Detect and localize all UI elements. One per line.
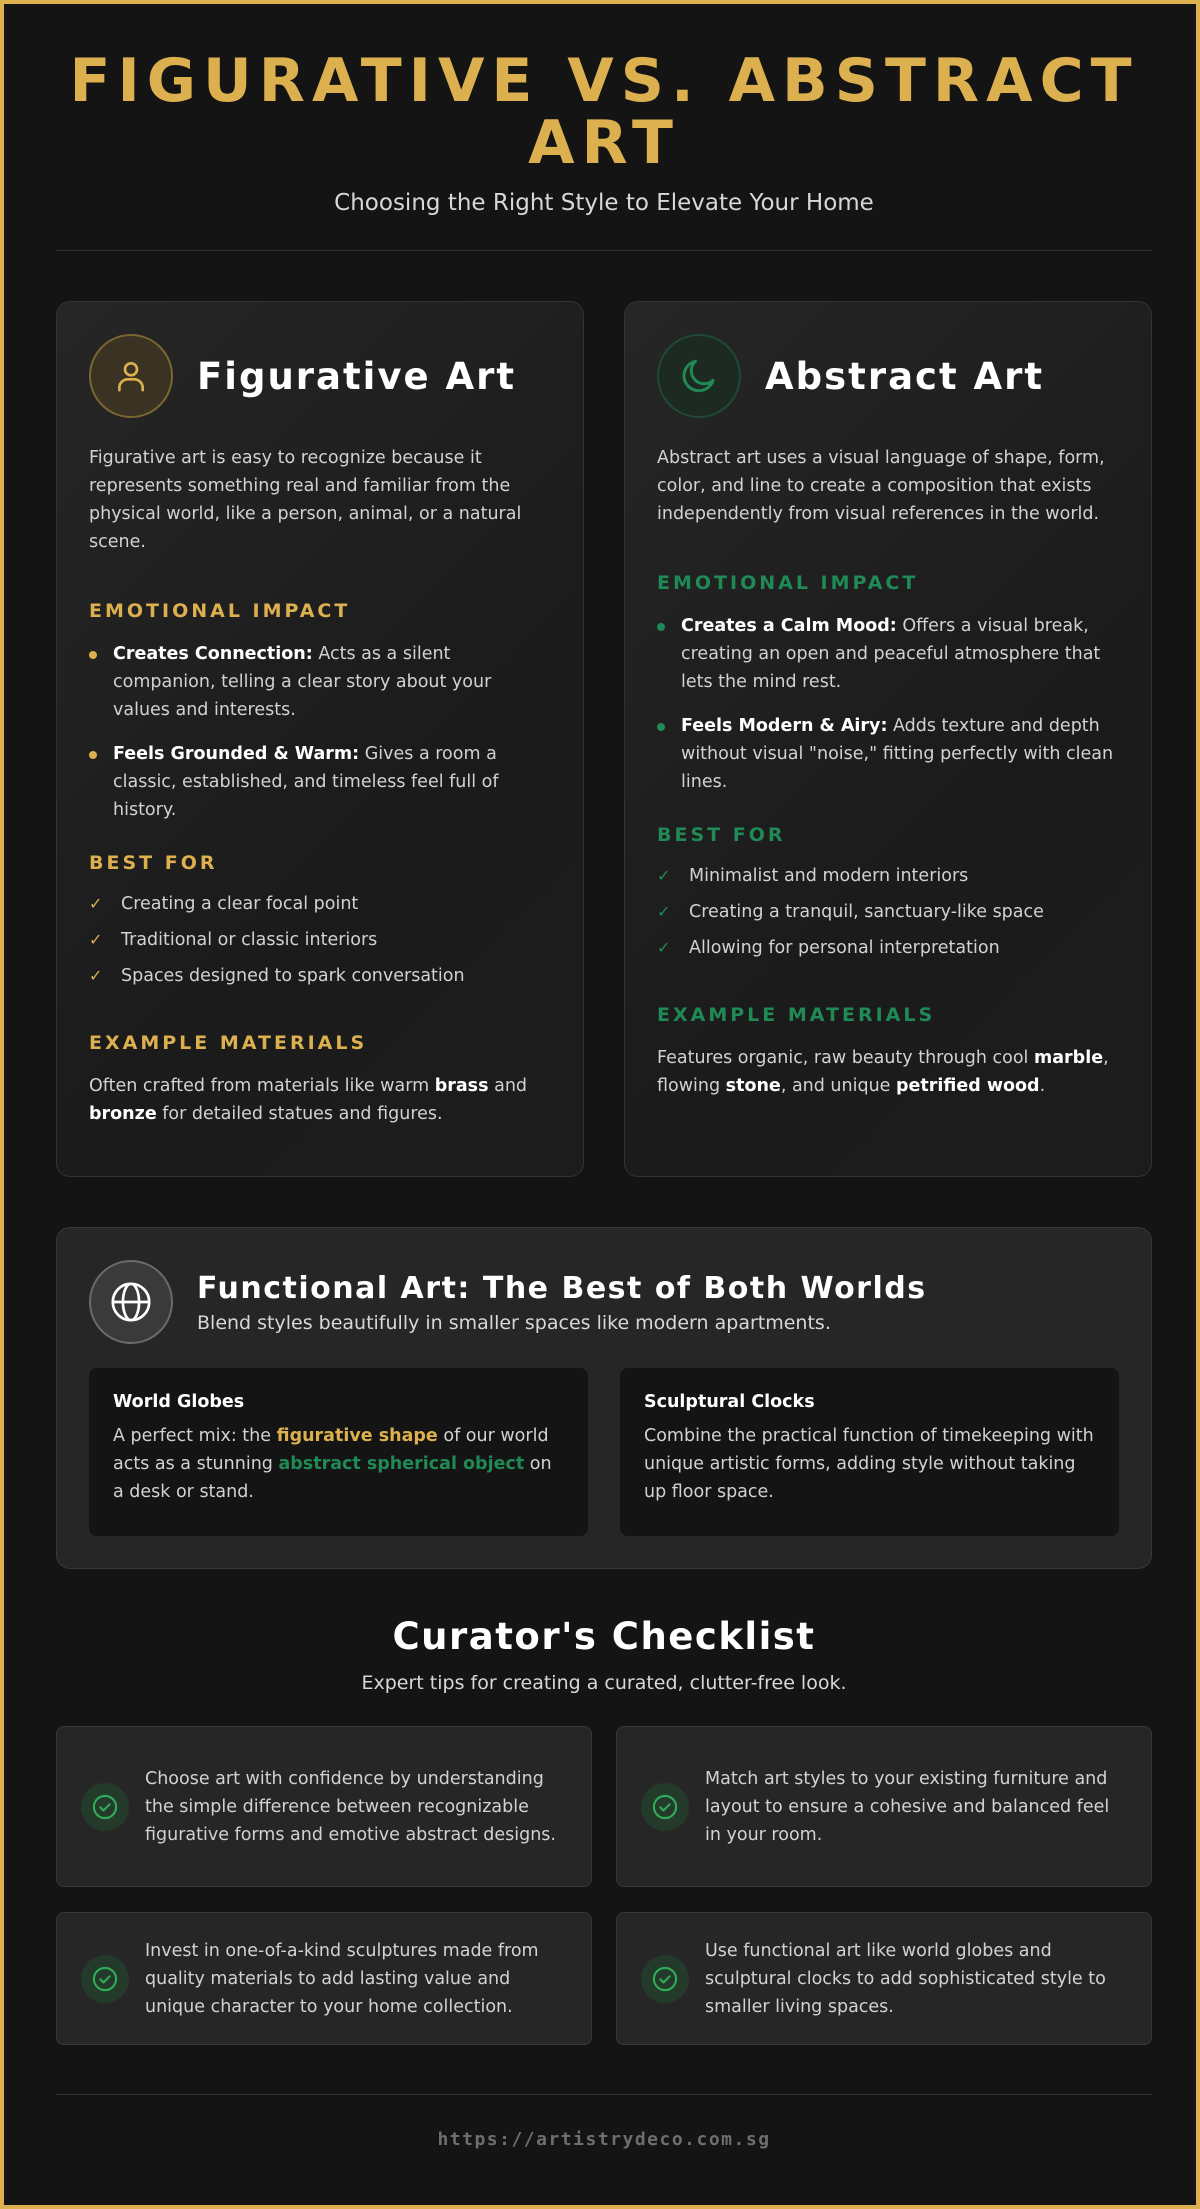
figurative-materials-heading: EXAMPLE MATERIALS	[89, 1032, 368, 1054]
abstract-materials: Features organic, raw beauty through cool marble, flowing stone, and unique petrified wood.	[657, 1048, 1109, 1096]
impact-text: Adds texture and depth without visual "noise," fitting perfectly with clean lines.	[681, 716, 1114, 792]
functional-art-header	[89, 1260, 1119, 1344]
impact-label: Creates a Calm Mood:	[681, 616, 897, 636]
list-item	[89, 640, 551, 724]
list-item: ✓ Spaces designed to spark conversation	[89, 962, 551, 990]
impact-label: Creates Connection:	[113, 644, 313, 664]
impact-text: Gives a room a classic, established, and timeless feel full of history.	[113, 744, 499, 820]
figurative-card-header	[89, 334, 551, 418]
sculptural-clocks-box	[620, 1368, 1119, 1536]
abstract-impact-list	[657, 612, 1119, 796]
list-item	[657, 612, 1119, 696]
figurative-best-list	[89, 890, 551, 990]
sculptural-clocks-title: Sculptural Clocks	[644, 1392, 815, 1412]
list-item: ✓ Minimalist and modern interiors	[657, 862, 1119, 890]
footer-divider	[56, 2094, 1152, 2095]
header-divider	[56, 250, 1152, 251]
abstract-materials-heading: EXAMPLE MATERIALS	[657, 1004, 936, 1026]
abstract-best-heading: BEST FOR	[657, 824, 786, 846]
checklist-title: Curator's Checklist	[392, 1615, 816, 1658]
check-icon: ✓	[657, 938, 671, 957]
header	[56, 4, 1152, 251]
page-subtitle: Choosing the Right Style to Elevate Your Home	[334, 190, 874, 216]
checklist-header	[56, 1615, 1152, 1694]
figurative-description: Figurative art is easy to recognize because it represents something real and familiar from the physical world, like a person, animal, or a natural scene.	[89, 448, 522, 552]
impact-text: Acts as a silent companion, telling a clear story about your values and interests.	[113, 644, 492, 720]
impact-text: Offers a visual break, creating an open and peaceful atmosphere that lets the mind rest.	[681, 616, 1101, 692]
moon-icon	[657, 334, 741, 418]
checklist-text: Choose art with confidence by understanding the simple difference between recognizable figurative forms and emotive abstract designs.	[145, 1768, 556, 1845]
figurative-title: Figurative Art	[197, 354, 517, 398]
checklist-item	[56, 1726, 592, 1887]
checklist-item	[56, 1912, 592, 2045]
abstract-description: Abstract art uses a visual language of shape, form, color, and line to create a composition that exists independently from visual references in the world.	[657, 448, 1105, 524]
check-icon: ✓	[89, 930, 103, 949]
checklist-item	[616, 1726, 1152, 1887]
figurative-impact-heading: EMOTIONAL IMPACT	[89, 600, 351, 622]
footer-url[interactable]: https://artistrydeco.com.sg	[437, 2129, 771, 2150]
check-circle-icon	[81, 1783, 129, 1831]
sculptural-clocks-text: Combine the practical function of timekeeping with unique artistic forms, adding style without taking up floor space.	[644, 1426, 1094, 1502]
abstract-card	[624, 301, 1152, 1177]
functional-art-examples	[89, 1368, 1119, 1536]
abstract-best-list	[657, 862, 1119, 962]
functional-art-title: Functional Art: The Best of Both Worlds	[197, 1270, 927, 1306]
list-item	[657, 712, 1119, 796]
abstract-card-header	[657, 334, 1119, 418]
world-globes-box	[89, 1368, 588, 1536]
check-circle-icon	[641, 1955, 689, 2003]
comparison-cards	[56, 301, 1152, 1177]
check-icon: ✓	[89, 894, 103, 913]
list-item: ✓ Traditional or classic interiors	[89, 926, 551, 954]
page-content	[56, 4, 1152, 2150]
list-item	[89, 740, 551, 824]
checklist-text: Use functional art like world globes and sculptural clocks to add sophisticated style to smaller living spaces.	[705, 1940, 1106, 2017]
checklist-subtitle: Expert tips for creating a curated, clutter-free look.	[361, 1672, 847, 1694]
impact-label: Feels Grounded & Warm:	[113, 744, 360, 764]
abstract-impact-heading: EMOTIONAL IMPACT	[657, 572, 919, 594]
checklist-text: Invest in one-of-a-kind sculptures made from quality materials to add lasting value and unique character to your home collection.	[145, 1940, 539, 2017]
impact-label: Feels Modern & Airy:	[681, 716, 888, 736]
person-icon	[89, 334, 173, 418]
check-icon: ✓	[657, 866, 671, 885]
figurative-impact-list	[89, 640, 551, 824]
checklist-item	[616, 1912, 1152, 2045]
check-icon: ✓	[89, 966, 103, 985]
list-item: ✓ Creating a clear focal point	[89, 890, 551, 918]
figurative-materials: Often crafted from materials like warm brass and bronze for detailed statues and figures.	[89, 1076, 528, 1124]
check-circle-icon	[641, 1783, 689, 1831]
check-icon: ✓	[657, 902, 671, 921]
list-item: ✓ Creating a tranquil, sanctuary-like space	[657, 898, 1119, 926]
list-item: ✓ Allowing for personal interpretation	[657, 934, 1119, 962]
world-globes-title: World Globes	[113, 1392, 245, 1412]
page-title: FIGURATIVE VS. ABSTRACT ART	[69, 46, 1139, 178]
checklist-grid	[56, 1726, 1152, 2046]
figurative-best-heading: BEST FOR	[89, 852, 218, 874]
checklist-text: Match art styles to your existing furniture and layout to ensure a cohesive and balanced feel in your room.	[705, 1768, 1110, 1845]
world-globes-text: A perfect mix: the figurative shape of our world acts as a stunning abstract spherical object on a desk or stand.	[113, 1426, 552, 1502]
functional-art-section	[56, 1227, 1152, 1569]
globe-icon	[89, 1260, 173, 1344]
abstract-title: Abstract Art	[765, 354, 1045, 398]
figurative-card	[56, 301, 584, 1177]
functional-art-subtitle: Blend styles beautifully in smaller spaces like modern apartments.	[197, 1311, 831, 1334]
check-circle-icon	[81, 1955, 129, 2003]
